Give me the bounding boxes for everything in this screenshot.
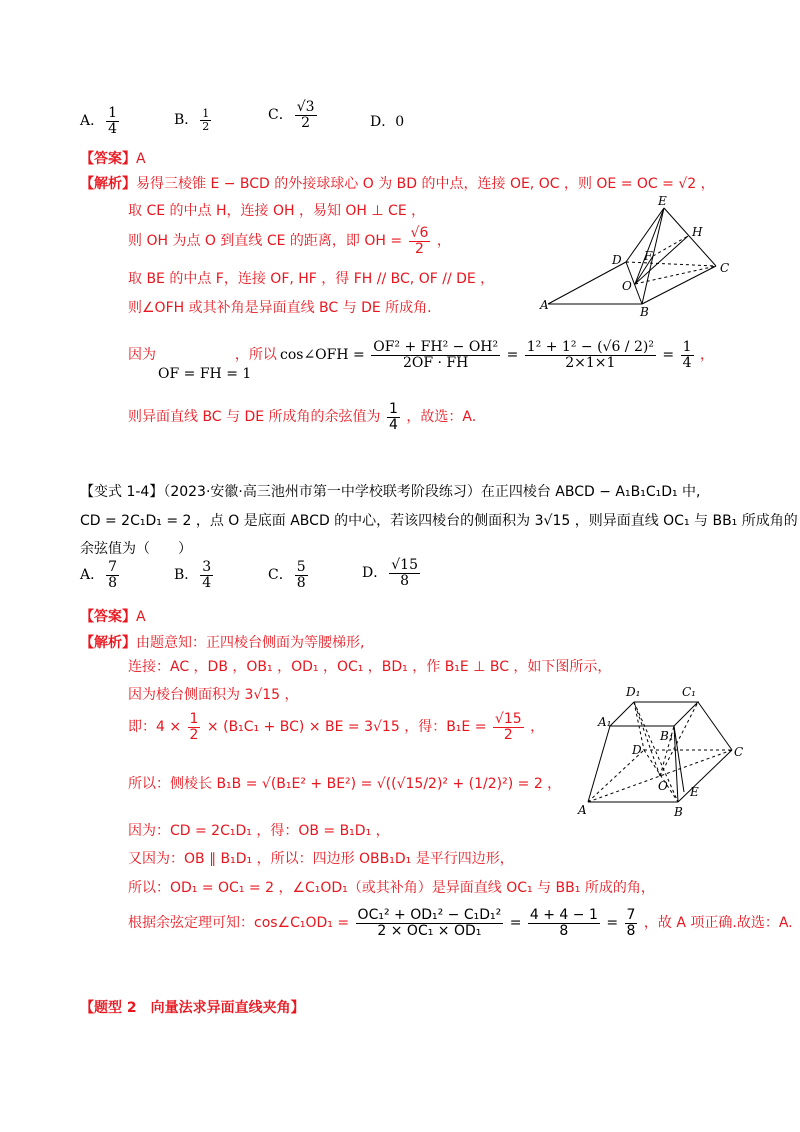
q1-analysis-line-1: 【解析】易得三棱锥 E − BCD 的外接球球心 O 为 BD 的中点，连接 OE, OC ，则 OE = OC = √2 ， (80, 176, 715, 192)
q1-analysis-line-6: 因为 ，所以 (128, 347, 277, 363)
fig1-label-A: A (540, 298, 549, 312)
q2-analysis-step-3: 因为棱台侧面积为 3√15 ， (128, 687, 299, 703)
q2-analysis-step-1: 【解析】由题意知：正四棱台侧面为等腰梯形, (80, 635, 365, 651)
q2-analysis-step-8: 所以：OD₁ = OC₁ = 2 ，∠C₁OD₁（或其补角）是异面直线 OC₁ 与 BB₁ 所成的角， (128, 880, 655, 896)
edge-AD-hidden (588, 750, 644, 802)
fig1-label-E: E (658, 194, 667, 208)
edge-BC (642, 266, 716, 304)
q2-analysis-step-7: 又因为：OB ∥ B₁D₁ ，所以：四边形 OBB₁D₁ 是平行四边形， (128, 851, 514, 867)
q2-line-3: 余弦值为（ ） (80, 541, 192, 557)
fig2-label-D: D (632, 743, 642, 757)
edge-BC (678, 750, 732, 802)
fig2-label-A: A (578, 803, 587, 817)
q1-option-a[interactable]: A． $\frac{1}{4}$ (80, 105, 118, 137)
q2-line-2: CD = 2C₁D₁ = 2 ，点 O 是底面 ABCD 的中心，若该四棱台的侧面积为 3√15 ，则异面直线 OC₁ 与 BB₁ 所成角的 (80, 513, 798, 529)
segment-FH-hidden (653, 236, 688, 256)
q2-header: 【变式 1-4】（2023·安徽·高三池州市第一中学校联考阶段练习）在正四棱台 ABCD − A₁B₁C₁D₁ 中, (80, 484, 701, 500)
edge-AA1 (588, 726, 610, 802)
segment-OC-hidden (635, 266, 716, 284)
edge-DC-hidden (626, 262, 716, 266)
analysis-tag: 【解析】 (80, 176, 136, 192)
q1-analysis-line-4: 取 BE 的中点 F，连接 OF, HF ，得 FH // BC, OF // DE ， (128, 271, 495, 287)
edge-EC (664, 208, 716, 266)
segment-OD1-hidden (634, 702, 660, 776)
fig2-label-E: E (690, 785, 699, 799)
q2-answer (80, 606, 146, 626)
q2-analysis-step-9: 根据余弦定理可知：cos∠C₁OD₁ = $\frac{\text{OC₁² + OD₁² − C₁D₁²}}{\text{2 × OC₁ × OD₁}}$ = $\frac{4 + 4 - 1}{8}$ = $\frac{7}{8}$ ，故 A 项正确.故选：A. (128, 907, 793, 939)
q1-given-equation: OF = FH = 1 (158, 366, 252, 382)
answer-tag: 【答案】 (80, 151, 136, 167)
q1-option-c[interactable]: C． $\frac{√3}{2}$ (268, 99, 315, 131)
fig1-label-C: C (720, 261, 730, 275)
q1-answer (80, 148, 146, 168)
figure-triangular-pyramid (538, 192, 738, 320)
answer-value: A (136, 151, 146, 167)
section-heading: 【题型 2 向量法求异面直线夹角】 (80, 1000, 305, 1016)
q1-options-row (80, 106, 121, 136)
fig1-label-B: B (640, 305, 649, 319)
answer-tag: 【答案】 (80, 609, 136, 625)
segment-OH (635, 236, 688, 284)
q1-analysis-line-2: 取 CE 的中点 H，连接 OH ，易知 OH ⊥ CE ， (128, 203, 426, 219)
q2-analysis-step-6: 因为：CD = 2C₁D₁ ，得：OB = B₁D₁ ， (128, 823, 390, 839)
q1-cos-formula: cos∠OFH = $\frac{\text{OF² + FH² − OH²}}{2OF \cdot FH}$ = $\frac{\text{1² + 1² − (√6 / 2)²}}{2\times 1\times 1}$ = $\frac{1}{4}$ ， (280, 339, 714, 371)
q2-analysis-step-2: 连接：AC ，DB ，OB₁ ，OD₁ ，OC₁ ，BD₁ ，作 B₁E ⊥ BC ，如下图所示， (128, 659, 612, 675)
top-face-A1B1C1D1 (610, 702, 698, 726)
q1-analysis-line-7: 则异面直线 BC 与 DE 所成角的余弦值为 $\frac{1}{4}$ ，故选：A. (128, 401, 477, 433)
q1-option-b[interactable]: B． $\frac{1}{2}$ (174, 107, 210, 133)
q1-analysis-line-3: 则 OH 为点 O 到直线 CE 的距离，即 OH = $\frac{√6}{2}$ ， (128, 225, 451, 257)
fig2-label-B1: B₁ (660, 729, 674, 743)
fig1-label-O: O (622, 279, 632, 293)
fig2-label-O: O (658, 779, 668, 793)
edge-AD (548, 262, 626, 304)
fig2-label-D1: D₁ (626, 685, 641, 699)
q2-option-b[interactable]: B． $\frac{3}{4}$ (174, 559, 212, 591)
fig1-label-H: H (692, 225, 703, 239)
q1-option-d[interactable]: D．0 (370, 114, 405, 130)
fig1-label-F: F (644, 249, 653, 263)
q1-analysis-line-5: 则∠OFH 或其补角是异面直线 BC 与 DE 所成角. (128, 300, 432, 316)
fig2-label-A1: A₁ (598, 715, 612, 729)
q2-analysis-step-4: 即：4 × $\frac{1}{2}$ × (B₁C₁ + BC) × BE = 3√15 ，得：B₁E = $\frac{√15}{2}$ ， (128, 711, 545, 743)
fig2-label-C: C (734, 745, 744, 759)
q2-option-d[interactable]: D． $\frac{√15}{8}$ (362, 557, 418, 589)
fig2-label-C1: C₁ (682, 685, 696, 699)
diagonal-DB-hidden (644, 750, 678, 802)
fig2-label-B: B (674, 805, 683, 819)
fig1-label-D: D (612, 253, 622, 267)
q2-analysis-step-5: 所以：侧棱长 B₁B = √(B₁E² + BE²) = √((√15/2)² + (1/2)²) = 2 ， (128, 776, 562, 792)
q2-option-a[interactable]: A． $\frac{7}{8}$ (80, 559, 118, 591)
answer-value: A (136, 609, 146, 625)
edge-CC1 (698, 702, 732, 750)
figure-square-frustum (574, 684, 746, 822)
q2-option-c[interactable]: C． $\frac{5}{8}$ (268, 559, 306, 591)
analysis-tag: 【解析】 (80, 635, 136, 651)
